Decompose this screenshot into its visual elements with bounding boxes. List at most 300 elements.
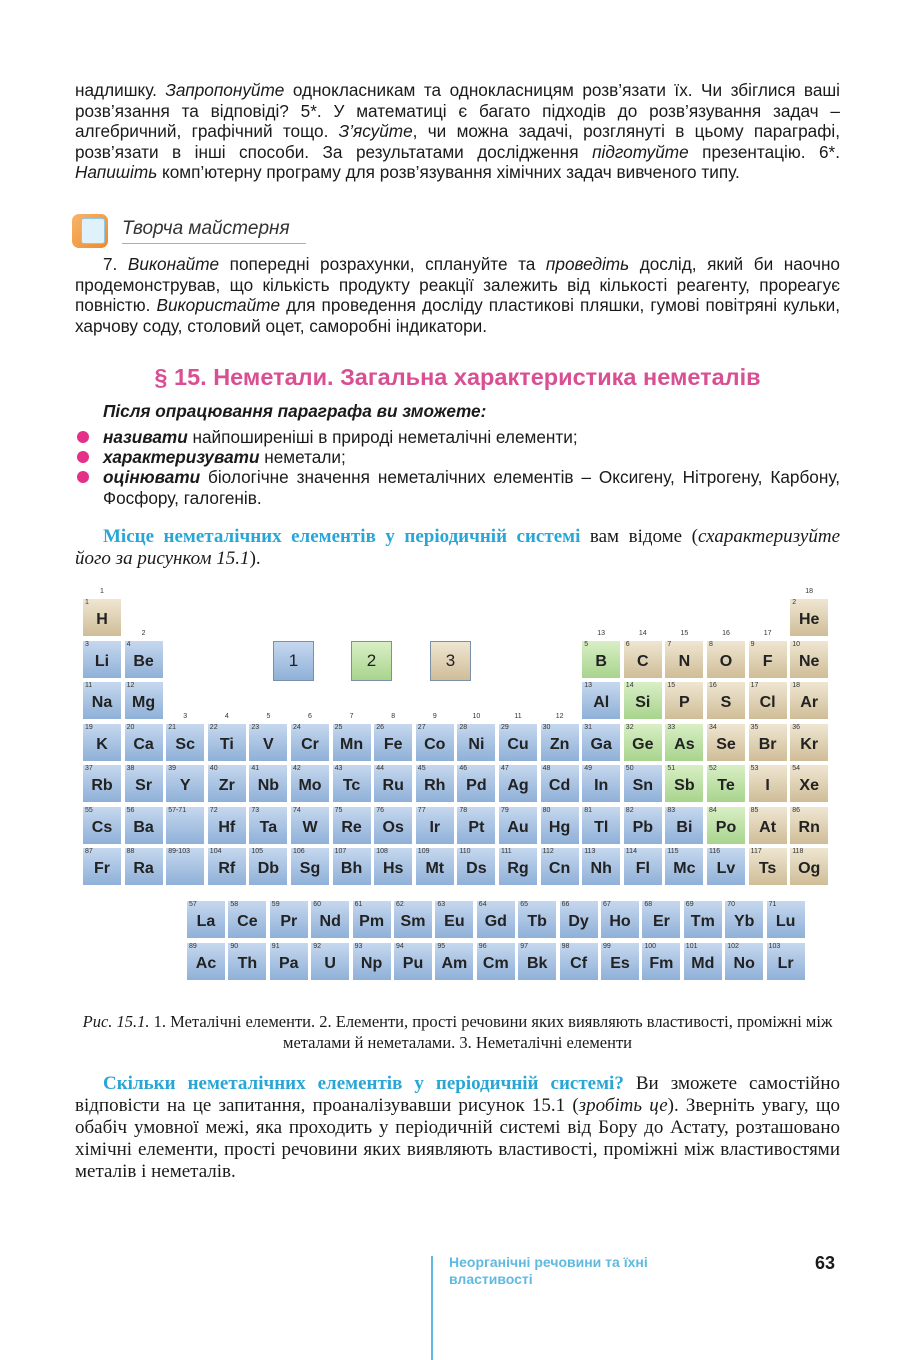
atomic-number: 16 (709, 682, 717, 689)
atomic-number: 17 (750, 682, 759, 689)
element-cell-Bk (517, 942, 557, 981)
atomic-number: 89 (189, 943, 197, 950)
atomic-number: 58 (230, 901, 239, 908)
element-cell-Fl (623, 847, 663, 886)
element-cell-U (310, 942, 350, 981)
element-cell-Th (227, 942, 267, 981)
atomic-number: 14 (625, 682, 634, 689)
element-cell-Ni (456, 723, 496, 762)
element-cell-Sn (623, 764, 663, 803)
group-number: 17 (763, 629, 772, 637)
element-symbol: O (719, 652, 733, 670)
atomic-number: 88 (126, 848, 135, 855)
element-cell-Rb (82, 764, 122, 803)
atomic-number: 75 (334, 806, 343, 814)
element-symbol: Cu (507, 735, 529, 753)
atomic-number: 24 (293, 723, 301, 731)
atomic-number: 3 (85, 640, 89, 648)
element-cell-Np (352, 942, 392, 981)
element-symbol: Cr (301, 735, 319, 753)
element-cell-P (664, 681, 704, 720)
footer-divider (431, 1256, 433, 1360)
element-symbol: Lr (777, 955, 794, 972)
group-number: 15 (680, 629, 689, 637)
element-symbol: Zn (549, 735, 570, 753)
atomic-number: 108 (376, 848, 388, 855)
group-number: 16 (722, 629, 730, 637)
element-symbol: B (595, 652, 607, 670)
element-cell-La (186, 900, 226, 939)
element-symbol: Pt (468, 818, 485, 836)
element-symbol: Cf (570, 955, 588, 972)
element-cell-Mg (124, 681, 164, 720)
element-symbol: Sm (400, 913, 426, 930)
element-symbol: Es (610, 955, 630, 972)
atomic-number: 57-71 (168, 806, 187, 814)
element-cell-In (581, 764, 621, 803)
element-cell-Cl (748, 681, 788, 720)
element-symbol: Mg (132, 694, 156, 711)
atomic-number: 18 (792, 682, 800, 689)
atomic-number: 112 (542, 848, 554, 855)
atomic-number: 53 (750, 765, 759, 772)
atomic-number: 29 (501, 723, 509, 731)
atomic-number: 64 (478, 901, 487, 908)
atomic-number: 39 (168, 765, 176, 772)
element-symbol: Gd (484, 913, 507, 930)
group-number: 14 (638, 629, 647, 637)
element-cell-Sg (290, 847, 330, 886)
element-cell-Ts (748, 847, 788, 886)
element-cell-Md (683, 942, 723, 981)
element-symbol: Ho (609, 913, 631, 930)
element-symbol: Mc (673, 860, 696, 877)
element-cell-Cd (540, 764, 580, 803)
element-symbol: Ru (382, 777, 404, 794)
element-cell-Gd (476, 900, 516, 939)
group-number: 10 (472, 712, 481, 720)
element-cell-Ta (248, 806, 288, 845)
atomic-number: 78 (459, 806, 468, 814)
atomic-number: 42 (293, 765, 301, 772)
element-cell-57-71 (165, 806, 205, 845)
element-symbol: Pb (632, 818, 654, 836)
element-cell-Cn (540, 847, 580, 886)
atomic-number: 83 (667, 806, 676, 814)
element-cell-Cf (559, 942, 599, 981)
element-symbol: Pd (466, 777, 487, 794)
element-cell-Rg (498, 847, 538, 886)
element-symbol: Am (441, 955, 468, 972)
element-symbol: Xe (799, 777, 819, 794)
element-cell-Es (600, 942, 640, 981)
element-cell-Au (498, 806, 538, 845)
element-symbol: Ba (133, 818, 154, 836)
element-symbol: Sc (175, 735, 195, 753)
element-symbol: V (263, 735, 274, 753)
element-cell-Ga (581, 723, 621, 762)
group-number: 8 (391, 712, 396, 720)
atomic-number: 111 (501, 848, 512, 855)
element-symbol: Db (257, 860, 280, 877)
element-cell-Sr (124, 764, 164, 803)
atomic-number: 7 (667, 640, 672, 648)
element-symbol: I (765, 777, 770, 794)
atomic-number: 35 (750, 723, 759, 731)
element-symbol: Pm (359, 913, 385, 930)
element-cell-Br (748, 723, 788, 762)
element-symbol: Ti (219, 735, 234, 753)
figure-caption: Рис. 15.1. 1. Металічні елементи. 2. Елементи, прості речовини яких виявляють властивості, проміжні між металами й неметалами. 3. Неметалічні елементи (82, 1012, 833, 1052)
atomic-number: 12 (126, 682, 135, 689)
atomic-number: 60 (313, 901, 321, 908)
element-cell-Na (82, 681, 122, 720)
element-symbol: C (637, 652, 649, 670)
element-cell-Pr (269, 900, 309, 939)
element-symbol: Eu (444, 913, 465, 930)
atomic-number: 92 (313, 943, 321, 950)
element-symbol: Hg (548, 818, 571, 836)
group-number: 2 (141, 629, 146, 637)
atomic-number: 9 (750, 640, 755, 648)
atomic-number: 15 (667, 682, 676, 689)
element-symbol: P (679, 694, 690, 711)
element-cell-Ag (498, 764, 538, 803)
element-symbol: Er (652, 913, 670, 930)
section-heading: § 15. Неметали. Загальна характеристика неметалів (154, 364, 761, 390)
atomic-number: 115 (667, 848, 679, 855)
element-symbol: Dy (568, 913, 589, 930)
atomic-number: 85 (750, 806, 759, 814)
atomic-number: 94 (396, 943, 404, 950)
element-cell-Pd (456, 764, 496, 803)
atomic-number: 21 (168, 723, 176, 731)
element-cell-Ra (124, 847, 164, 886)
footer-chapter: Неорганічні речовини та їхні властивості (449, 1254, 648, 1287)
goal-item: характеризувати неметали; (75, 447, 840, 468)
element-symbol: Na (91, 694, 113, 711)
element-symbol: Po (715, 818, 737, 836)
element-cell-Re (332, 806, 372, 845)
element-cell-Tc (332, 764, 372, 803)
element-symbol: Md (691, 955, 715, 972)
element-cell-Ge (623, 723, 663, 762)
element-cell-Mn (332, 723, 372, 762)
element-cell-Ru (373, 764, 413, 803)
atomic-number: 95 (437, 943, 446, 950)
atomic-number: 19 (85, 723, 93, 731)
element-cell-Pa (269, 942, 309, 981)
atomic-number: 13 (584, 682, 592, 689)
element-cell-Se (706, 723, 746, 762)
element-cell-Li (82, 640, 122, 679)
element-symbol: Rf (218, 860, 236, 877)
element-cell-Zr (207, 764, 247, 803)
atomic-number: 48 (542, 765, 551, 772)
element-symbol: At (759, 818, 777, 836)
element-cell-Ca (124, 723, 164, 762)
atomic-number: 51 (667, 765, 676, 772)
element-cell-K (82, 723, 122, 762)
atomic-number: 96 (478, 943, 487, 950)
element-cell-Ar (789, 681, 829, 720)
element-cell-Yb (724, 900, 764, 939)
element-cell-As (664, 723, 704, 762)
element-symbol: Y (179, 777, 191, 794)
element-symbol: Os (382, 818, 404, 836)
element-cell-Pm (352, 900, 392, 939)
element-cell-C (623, 640, 663, 679)
atomic-number: 104 (209, 848, 222, 855)
element-symbol: Cn (548, 860, 571, 877)
element-cell-Po (706, 806, 746, 845)
atomic-number: 38 (126, 765, 135, 772)
element-symbol: La (196, 913, 216, 930)
element-symbol: Zr (218, 777, 235, 794)
element-symbol: U (324, 955, 336, 972)
element-symbol: Cd (548, 777, 571, 794)
element-cell-Ce (227, 900, 267, 939)
element-cell-No (724, 942, 764, 981)
atomic-number: 20 (126, 723, 135, 731)
element-symbol: Tl (594, 818, 609, 836)
atomic-number: 101 (685, 943, 698, 950)
atomic-number: 33 (667, 723, 676, 731)
element-cell-Kr (789, 723, 829, 762)
group-number: 18 (805, 588, 814, 595)
element-cell-At (748, 806, 788, 845)
element-cell-Fe (373, 723, 413, 762)
atomic-number: 90 (230, 943, 239, 950)
atomic-number: 74 (293, 806, 301, 814)
element-cell-Bh (332, 847, 372, 886)
atomic-number: 98 (561, 943, 570, 950)
intro-paragraph: надлишку. Запропонуйте однокласникам та однокласницям розв’язати їх. Чи збіглися ваші розв’язання та відповіді? 5*. У математиці є багато підходів до розв’язування задач – алгебричний, графічний тощо. З’ясуйте, чи можна задачі, розглянуті в цьому параграфі, розв’язати в інші способи. За результатами дослідження підготуйте презентацію. 6*. Напишіть комп’ютерну програму для розв’язування хімічних задач вивченого типу. (75, 80, 840, 183)
group-number: 4 (224, 712, 229, 720)
atomic-number: 102 (727, 943, 739, 950)
legend-metalloids: 2 (351, 641, 392, 681)
atomic-number: 77 (417, 806, 426, 814)
atomic-number: 54 (792, 765, 800, 772)
element-symbol: Se (716, 735, 736, 753)
atomic-number: 68 (644, 901, 653, 908)
element-cell-Pb (623, 806, 663, 845)
creative-task: 7. Виконайте попередні розрахунки, сплануйте та проведіть дослід, який би наочно продемонстрував, що кількість продукту реакції залежить від кількості реагенту, прореагує повністю. Використайте для проведення досліду пластикові пляшки, гумові повітряні кульки, харчову соду, столовий оцет, саморобні індикатори. (75, 254, 841, 336)
atomic-number: 31 (584, 723, 592, 731)
element-cell-Be (124, 640, 164, 679)
element-symbol: Tc (342, 777, 361, 794)
atomic-number: 26 (376, 723, 384, 731)
element-symbol: Rn (798, 818, 820, 836)
element-cell-Si (623, 681, 663, 720)
atomic-number: 67 (603, 901, 611, 908)
element-cell-Am (434, 942, 474, 981)
element-symbol: Th (237, 955, 258, 972)
element-cell-Cu (498, 723, 538, 762)
atomic-number: 105 (251, 848, 264, 855)
element-cell-Pt (456, 806, 496, 845)
atomic-number: 36 (792, 723, 800, 731)
atomic-number: 47 (501, 765, 509, 772)
element-symbol: Nh (590, 860, 612, 877)
group-number: 9 (432, 712, 437, 720)
element-symbol: Rb (91, 777, 113, 794)
atomic-number: 43 (334, 765, 343, 772)
group-number: 1 (100, 588, 104, 595)
atomic-number: 45 (417, 765, 426, 772)
element-symbol: Br (758, 735, 777, 753)
element-symbol: Li (94, 652, 110, 670)
legend-metals: 1 (273, 641, 314, 681)
element-cell-Nb (248, 764, 288, 803)
element-symbol: Be (133, 652, 154, 670)
atomic-number: 57 (189, 901, 197, 908)
element-symbol: F (762, 652, 773, 670)
group-number: 6 (308, 712, 312, 720)
element-symbol: Sr (135, 777, 153, 794)
atomic-number: 118 (792, 848, 804, 855)
element-cell-Rf (207, 847, 247, 886)
element-symbol: Ce (237, 913, 258, 930)
element-cell-Hf (207, 806, 247, 845)
atomic-number: 59 (271, 901, 280, 908)
element-cell-Er (641, 900, 681, 939)
element-cell-I (748, 764, 788, 803)
element-symbol: Au (507, 818, 529, 836)
element-symbol: Sn (632, 777, 654, 794)
atomic-number: 1 (85, 599, 89, 606)
element-cell-Y (165, 764, 205, 803)
element-cell-Cs (82, 806, 122, 845)
element-symbol: N (678, 652, 691, 670)
atomic-number: 6 (625, 640, 630, 648)
atomic-number: 86 (792, 806, 800, 814)
atomic-number: 5 (584, 640, 589, 648)
element-cell-Rn (789, 806, 829, 845)
group-number: 3 (183, 712, 188, 720)
atomic-number: 103 (768, 943, 781, 950)
atomic-number: 107 (334, 848, 347, 855)
element-cell-Os (373, 806, 413, 845)
element-symbol: Ta (259, 818, 278, 836)
element-cell-Ir (415, 806, 455, 845)
element-symbol: Ts (758, 860, 777, 877)
element-symbol: Np (360, 955, 383, 972)
atomic-number: 117 (750, 848, 762, 855)
atomic-number: 87 (85, 848, 93, 855)
atomic-number: 2 (792, 599, 797, 606)
atomic-number: 10 (792, 640, 800, 648)
element-cell-Sm (393, 900, 433, 939)
element-cell-N (664, 640, 704, 679)
element-symbol: Og (798, 860, 821, 877)
atomic-number: 55 (85, 806, 93, 814)
element-cell-Xe (789, 764, 829, 803)
atomic-number: 23 (251, 723, 260, 731)
element-symbol: Lv (716, 860, 736, 877)
element-cell-V (248, 723, 288, 762)
element-symbol: Hf (218, 818, 236, 836)
element-cell-Mc (664, 847, 704, 886)
element-symbol: Fr (94, 860, 110, 877)
atomic-number: 30 (542, 723, 551, 731)
atomic-number: 27 (417, 723, 426, 731)
atomic-number: 69 (685, 901, 694, 908)
atomic-number: 11 (85, 682, 93, 689)
element-symbol: Ni (468, 735, 485, 753)
element-symbol: Cm (482, 955, 509, 972)
group-number: 13 (597, 629, 606, 637)
element-cell-Tb (517, 900, 557, 939)
atomic-number: 62 (396, 901, 404, 908)
element-symbol: Al (593, 694, 610, 711)
element-cell-Nd (310, 900, 350, 939)
element-cell-Sb (664, 764, 704, 803)
creative-workshop-title: Творча майстерня (122, 218, 306, 244)
element-symbol: He (798, 611, 820, 628)
atomic-number: 110 (459, 848, 471, 855)
atomic-number: 109 (417, 848, 430, 855)
element-cell-W (290, 806, 330, 845)
goal-item: називати найпоширеніші в природі неметалічні елементи; (75, 427, 840, 448)
paragraph-place: Місце неметалічних елементів у періодичній системі вам відоме (схарактеризуйте його за рисунком 15.1). (75, 526, 840, 569)
atomic-number: 91 (271, 943, 280, 950)
atomic-number: 25 (334, 723, 343, 731)
element-cell-Hg (540, 806, 580, 845)
element-symbol: Bi (676, 818, 693, 836)
element-symbol: Nd (319, 913, 341, 930)
element-symbol: Ra (133, 860, 154, 877)
element-cell-Sc (165, 723, 205, 762)
element-cell-Nh (581, 847, 621, 886)
element-cell-Lr (766, 942, 806, 981)
atomic-number: 61 (354, 901, 363, 908)
element-symbol: Hs (382, 860, 404, 877)
atomic-number: 113 (584, 848, 596, 855)
element-symbol: Sb (674, 777, 695, 794)
group-number: 5 (266, 712, 271, 720)
element-symbol: Re (341, 818, 362, 836)
element-symbol: Mt (425, 860, 445, 877)
element-cell-B (581, 640, 621, 679)
element-cell-H (82, 598, 122, 637)
element-cell-Rh (415, 764, 455, 803)
element-cell-Tm (683, 900, 723, 939)
atomic-number: 34 (709, 723, 717, 731)
element-symbol: Ne (798, 652, 820, 670)
atomic-number: 82 (625, 806, 634, 814)
atomic-number: 66 (561, 901, 570, 908)
atomic-number: 93 (354, 943, 363, 950)
element-cell-Bi (664, 806, 704, 845)
element-symbol: W (302, 818, 318, 836)
element-cell-Eu (434, 900, 474, 939)
element-symbol: K (96, 735, 108, 753)
element-symbol: Sg (299, 860, 321, 877)
atomic-number: 4 (126, 640, 131, 648)
page-number: 63 (815, 1253, 836, 1273)
atomic-number: 52 (709, 765, 717, 772)
element-cell-Ba (124, 806, 164, 845)
element-cell-Ne (789, 640, 829, 679)
element-symbol: Mo (298, 777, 322, 794)
element-symbol: No (733, 955, 755, 972)
element-cell-S (706, 681, 746, 720)
atomic-number: 106 (293, 848, 305, 855)
element-cell-Lu (766, 900, 806, 939)
atomic-number: 56 (126, 806, 135, 814)
atomic-number: 79 (501, 806, 509, 814)
